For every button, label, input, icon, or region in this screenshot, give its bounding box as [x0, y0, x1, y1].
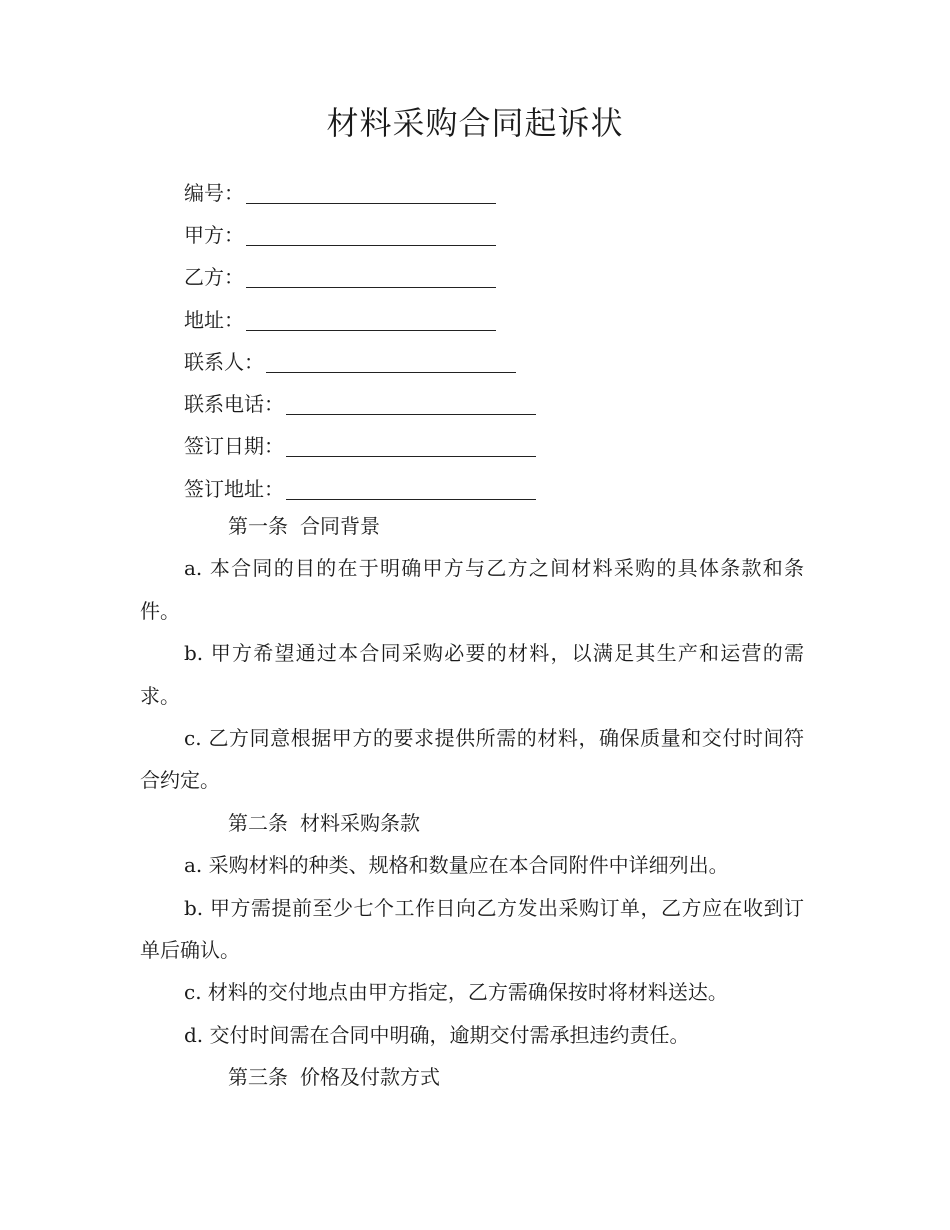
clause-paragraph: c. 材料的交付地点由甲方指定，乙方需确保按时将材料送达。 [184, 980, 728, 1005]
section-heading [140, 1056, 804, 1098]
field-address [184, 297, 884, 339]
clause-paragraph: a. 本合同的目的在于明确甲方与乙方之间材料采购的具体条款和条件。 [140, 556, 804, 623]
field-sign-date [184, 424, 884, 466]
field-label: 编号： [184, 180, 244, 205]
clause-paragraph: b. 甲方需提前至少七个工作日向乙方发出采购订单，乙方应在收到订单后确认。 [140, 895, 804, 963]
article-title: 材料采购条款 [300, 810, 420, 835]
clause-paragraph: a. 采购材料的种类、规格和数量应在本合同附件中详细列出。 [184, 853, 729, 878]
field-label: 联系电话： [184, 392, 284, 417]
field-label: 地址： [184, 307, 244, 332]
fill-in-blank [246, 310, 496, 331]
fill-in-blank [246, 267, 496, 288]
field-label: 签订日期： [184, 434, 284, 459]
section-heading [140, 802, 804, 844]
field-phone [184, 381, 884, 423]
article-title: 合同背景 [300, 514, 380, 538]
fill-in-blank [286, 436, 536, 457]
field-party-b [184, 255, 884, 297]
clause-paragraph: d. 交付时间需在合同中明确，逾期交付需承担违约责任。 [184, 1022, 690, 1047]
field-label: 联系人： [184, 349, 264, 374]
section-heading [140, 505, 804, 547]
clause-paragraph: c. 乙方同意根据甲方的要求提供所需的材料，确保质量和交付时间符合约定。 [140, 726, 804, 793]
field-contact [184, 339, 884, 381]
field-party-a [184, 212, 884, 254]
fill-in-blank [266, 352, 516, 373]
article-number: 第二条 [228, 810, 288, 835]
field-label: 甲方： [184, 222, 244, 247]
article-number: 第一条 [228, 514, 288, 538]
field-label: 乙方： [184, 265, 244, 290]
article-number: 第三条 [228, 1065, 288, 1090]
clause-paragraph: b. 甲方希望通过本合同采购必要的材料，以满足其生产和运营的需求。 [140, 641, 804, 708]
field-sign-place [184, 466, 884, 508]
header-fields [184, 170, 884, 508]
article-title: 价格及付款方式 [300, 1065, 440, 1090]
document-body [140, 505, 804, 1099]
fill-in-blank [246, 225, 496, 246]
fill-in-blank [246, 183, 496, 204]
field-label: 签订地址： [184, 476, 284, 501]
fill-in-blank [286, 479, 536, 500]
fill-in-blank [286, 394, 536, 415]
document-title: 材料采购合同起诉状 [326, 104, 624, 142]
field-number [184, 170, 884, 212]
